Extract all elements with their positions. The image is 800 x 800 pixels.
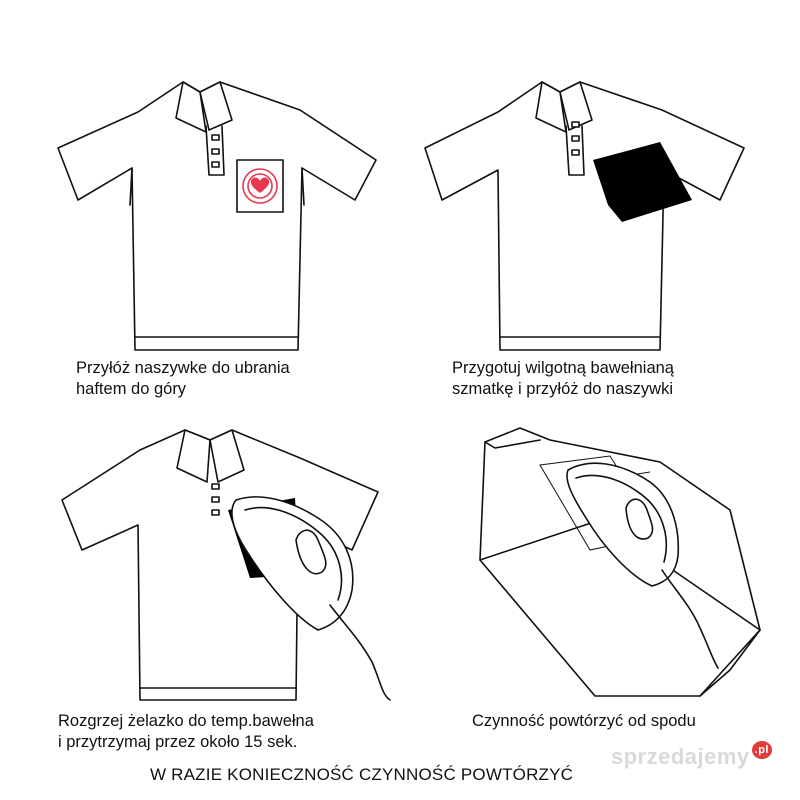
step-1-caption: [76, 358, 290, 400]
polo-shirt-icon: [400, 0, 800, 400]
step-4-panel: [400, 400, 800, 800]
step-2-caption: [452, 358, 674, 400]
step-2-panel: [400, 0, 800, 400]
step-4-line1: Czynność powtórzyć od spodu: [472, 712, 696, 730]
step-3-line1: Rozgrzej żelazko do temp.bawełna: [58, 712, 314, 730]
heart-patch-icon: [243, 169, 277, 203]
step-1-line2: haftem do góry: [76, 380, 187, 398]
step-1-panel: [0, 0, 400, 400]
watermark-badge: .pl: [752, 741, 772, 759]
footer-note: W RAZIE KONIECZNOŚĆ CZYNNOŚĆ POWTÓRZYĆ: [150, 765, 574, 784]
step-1-line1: Przyłóż naszywke do ubrania: [76, 359, 290, 377]
step-3-line2: i przytrzymaj przez około 15 sek.: [58, 733, 298, 751]
polo-shirt-icon: [0, 0, 400, 400]
step-2-line2: szmatkę i przyłóż do naszywki: [452, 380, 673, 398]
step-3-caption: [58, 711, 314, 753]
polo-shirt-icon: [400, 400, 800, 800]
step-3-panel: [0, 400, 400, 800]
step-4-caption: [472, 711, 696, 732]
watermark: [611, 744, 772, 770]
watermark-text: sprzedajemy: [610, 744, 750, 769]
step-2-line1: Przygotuj wilgotną bawełnianą: [452, 359, 674, 377]
